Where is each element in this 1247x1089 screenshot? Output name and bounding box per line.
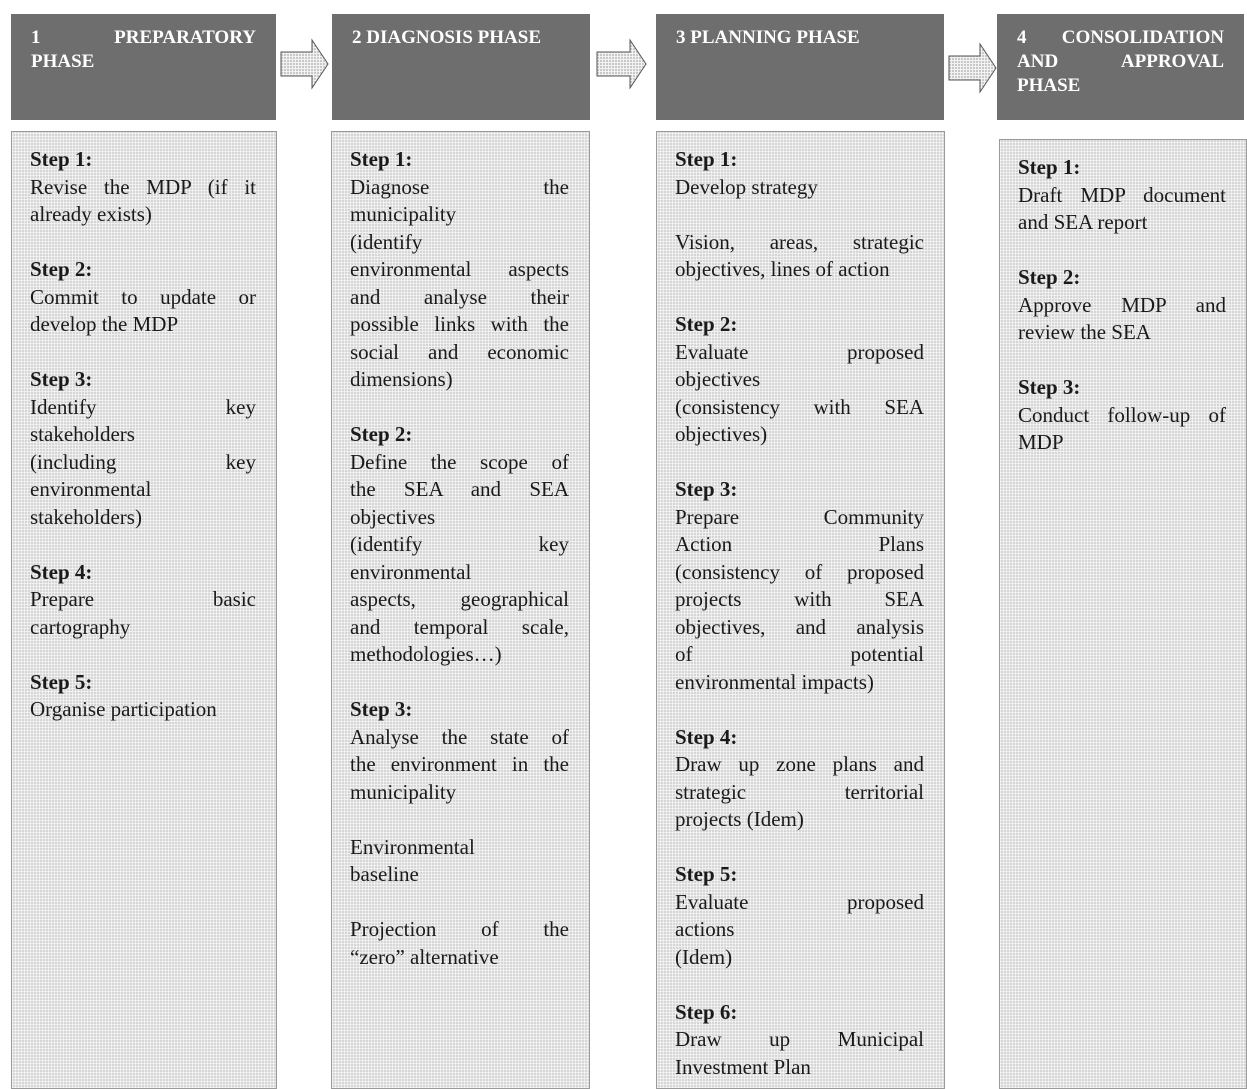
step-text-line: and SEA report bbox=[1018, 210, 1148, 234]
step-note bbox=[350, 916, 569, 971]
step-text-line: Draw up zone plans and bbox=[675, 752, 924, 776]
step-block bbox=[350, 696, 569, 971]
step-text-line: methodologies…) bbox=[350, 642, 502, 666]
arrow-right-icon bbox=[596, 38, 648, 90]
step-block bbox=[30, 256, 256, 339]
step-title: Step 5: bbox=[675, 862, 738, 886]
step-text-line: MDP bbox=[1018, 430, 1064, 454]
step-text-line: (including key bbox=[30, 449, 256, 474]
step-text-line: develop the MDP bbox=[30, 312, 179, 336]
step-title: Step 2: bbox=[675, 312, 738, 336]
step-text-line: Conduct follow-up of bbox=[1018, 402, 1226, 427]
step-text-line: (consistency of proposed bbox=[675, 559, 924, 584]
step-block bbox=[1018, 154, 1226, 237]
step-text-line: objectives bbox=[350, 504, 436, 529]
step-title: Step 6: bbox=[675, 999, 738, 1024]
step-note bbox=[350, 834, 569, 889]
step-text-line: objectives, and analysis bbox=[675, 614, 924, 639]
step-text-line: possible links with the bbox=[350, 312, 569, 336]
step-title: Step 3: bbox=[350, 697, 413, 721]
step-text-line: Define the scope of bbox=[350, 449, 569, 474]
step-text-line: social and economic bbox=[350, 339, 569, 364]
step-text-line: already exists) bbox=[30, 202, 152, 226]
step-text-line: Draft MDP document bbox=[1018, 182, 1226, 207]
step-block bbox=[350, 421, 569, 669]
phase-title-line: PHASE bbox=[1017, 75, 1081, 96]
phase-title-line: 1 PREPARATORY bbox=[31, 27, 256, 48]
step-text-line: of potential bbox=[675, 642, 924, 666]
phase-title-line: 4 CONSOLIDATION bbox=[1017, 27, 1224, 48]
step-text-line: Approve MDP and bbox=[1018, 292, 1226, 317]
step-text-line: Diagnose the bbox=[350, 174, 569, 199]
phase-title-line: 3 PLANNING PHASE bbox=[676, 27, 860, 48]
step-title: Step 1: bbox=[1018, 155, 1081, 179]
step-block bbox=[675, 311, 924, 449]
step-title: Step 3: bbox=[675, 477, 738, 501]
step-text-line: and temporal scale, bbox=[350, 614, 569, 639]
step-text-line: (consistency with SEA bbox=[675, 394, 924, 419]
step-title: Step 2: bbox=[1018, 265, 1081, 289]
step-text-line: Commit to update or bbox=[30, 284, 256, 309]
step-block bbox=[30, 366, 256, 531]
step-title: Step 5: bbox=[30, 669, 93, 694]
step-title: Step 4: bbox=[30, 559, 93, 584]
phase-header-2 bbox=[332, 14, 590, 120]
phase-header-3 bbox=[656, 14, 944, 120]
step-text-line: Analyse the state of bbox=[350, 724, 569, 749]
step-text-line: Draw up Municipal bbox=[675, 1027, 924, 1051]
step-text-line: municipality bbox=[350, 202, 457, 226]
phase-header-4 bbox=[997, 14, 1244, 120]
step-text-line: Action Plans bbox=[675, 532, 924, 556]
step-block bbox=[1018, 374, 1226, 457]
step-text-line: Environmental bbox=[350, 834, 475, 859]
step-title: Step 3: bbox=[30, 367, 93, 391]
step-text-line: Vision, areas, strategic bbox=[675, 229, 924, 254]
phase-title-line: AND APPROVAL bbox=[1017, 51, 1224, 72]
step-text-line: projects (Idem) bbox=[675, 807, 804, 831]
step-text-line: municipality bbox=[350, 779, 457, 804]
step-title: Step 3: bbox=[1018, 375, 1081, 399]
phase-header-1 bbox=[11, 14, 276, 120]
phase-body-4 bbox=[999, 139, 1247, 1089]
step-block bbox=[30, 146, 256, 229]
step-text-line: projects with SEA bbox=[675, 587, 924, 611]
step-text-line: cartography bbox=[30, 614, 131, 639]
step-text-line: Prepare basic bbox=[30, 587, 256, 611]
phase-body-2 bbox=[331, 131, 590, 1089]
step-text-line: actions bbox=[675, 917, 735, 941]
step-text-line: (Idem) bbox=[675, 944, 733, 969]
phase-body-1 bbox=[11, 131, 277, 1089]
step-note bbox=[675, 229, 924, 284]
step-block bbox=[675, 861, 924, 971]
step-text-line: environmental impacts) bbox=[675, 669, 874, 694]
step-block bbox=[675, 724, 924, 834]
step-title: Step 1: bbox=[350, 147, 413, 171]
step-title: Step 1: bbox=[30, 147, 93, 171]
step-block bbox=[675, 476, 924, 696]
step-title: Step 1: bbox=[675, 147, 738, 171]
step-title: Step 4: bbox=[675, 724, 738, 749]
step-text-line: strategic territorial bbox=[675, 779, 924, 804]
phase-title-line: 2 DIAGNOSIS PHASE bbox=[352, 27, 541, 48]
step-text-line: Revise the MDP (if it bbox=[30, 174, 256, 199]
step-text-line: stakeholders) bbox=[30, 504, 142, 529]
step-text-line: objectives, lines of action bbox=[675, 257, 890, 281]
step-text-line: aspects, geographical bbox=[350, 587, 569, 611]
step-text-line: environmental bbox=[350, 559, 472, 584]
step-text-line: (identify key bbox=[350, 532, 569, 556]
step-text-line: “zero” alternative bbox=[350, 944, 499, 969]
step-text-line: objectives bbox=[675, 367, 761, 391]
step-text-line: Develop strategy bbox=[675, 174, 818, 199]
step-text-line: dimensions) bbox=[350, 367, 453, 391]
step-text-line: (identify bbox=[350, 229, 423, 254]
phase-title-line: PHASE bbox=[31, 51, 95, 72]
step-text-line: the SEA and SEA bbox=[350, 477, 569, 501]
step-text-line: Projection of the bbox=[350, 917, 569, 941]
step-block bbox=[30, 669, 256, 724]
step-block bbox=[350, 146, 569, 394]
step-text-line: environmental aspects bbox=[350, 257, 569, 281]
step-text-line: Evaluate proposed bbox=[675, 339, 924, 364]
step-title: Step 2: bbox=[30, 257, 93, 281]
step-text-line: Identify key bbox=[30, 394, 256, 419]
step-text-line: Prepare Community bbox=[675, 504, 924, 529]
step-text-line: Evaluate proposed bbox=[675, 889, 924, 914]
step-block bbox=[30, 559, 256, 642]
step-title: Step 2: bbox=[350, 422, 413, 446]
step-text-line: review the SEA bbox=[1018, 320, 1151, 344]
step-block bbox=[675, 146, 924, 284]
step-text-line: Investment Plan bbox=[675, 1054, 811, 1079]
step-text-line: Organise participation bbox=[30, 697, 217, 721]
step-text-line: the environment in the bbox=[350, 752, 569, 776]
step-text-line: and analyse their bbox=[350, 284, 569, 309]
phase-body-3 bbox=[656, 131, 945, 1089]
step-text-line: environmental bbox=[30, 477, 152, 501]
step-text-line: objectives) bbox=[675, 422, 768, 446]
step-text-line: baseline bbox=[350, 862, 419, 886]
step-block bbox=[1018, 264, 1226, 347]
step-text-line: stakeholders bbox=[30, 422, 135, 446]
arrow-right-icon bbox=[948, 42, 998, 94]
arrow-right-icon bbox=[280, 38, 330, 90]
step-block bbox=[675, 999, 924, 1082]
